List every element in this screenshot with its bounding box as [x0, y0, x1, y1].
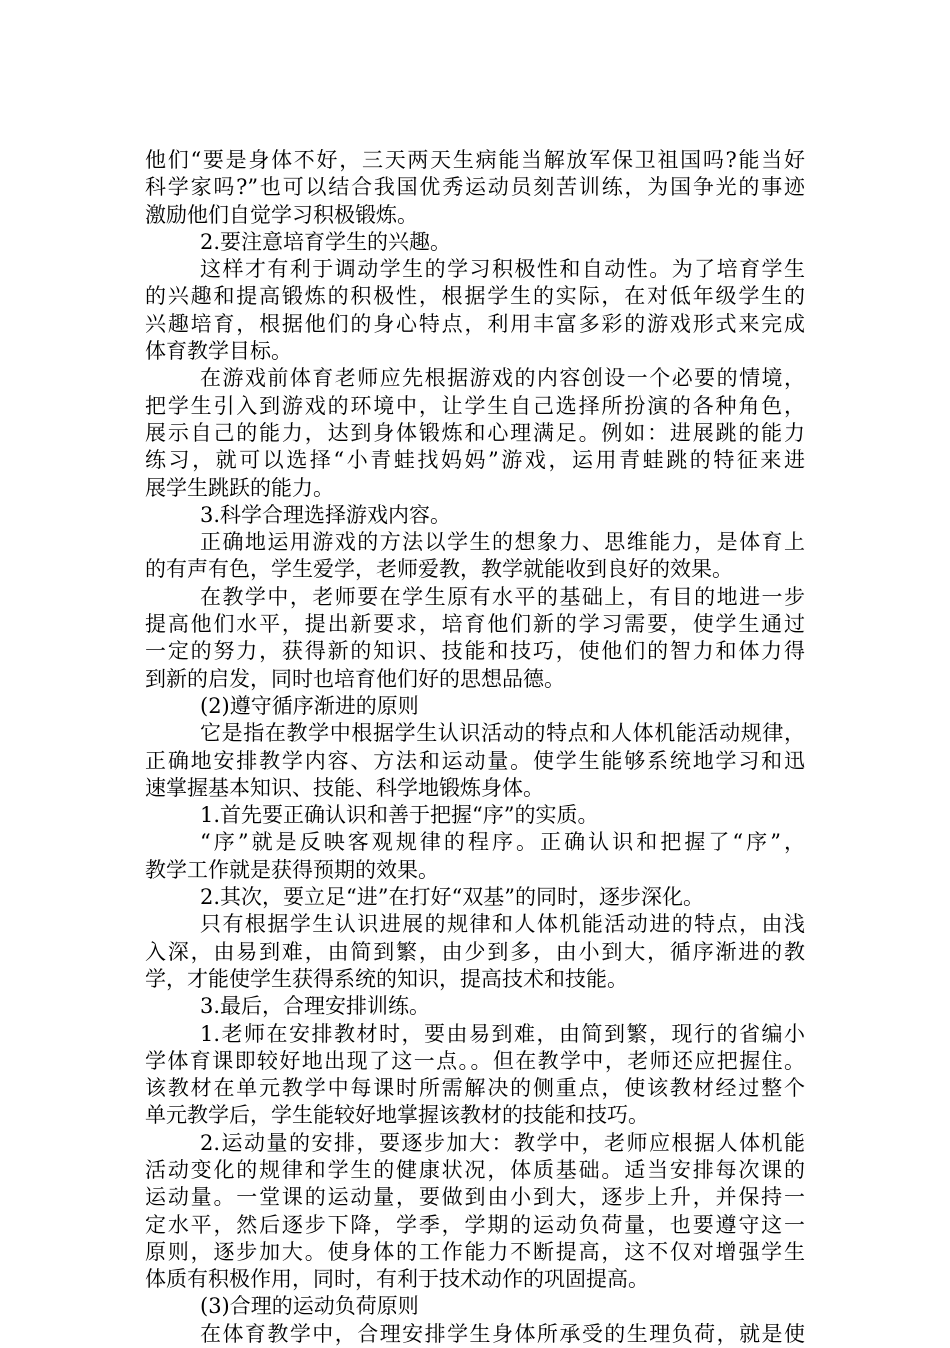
text-line: 的有声有色，学生爱学，老师爱教，教学就能收到良好的效果。: [145, 557, 733, 582]
text-line: 在体育教学中，合理安排学生身体所承受的生理负荷，就是使: [200, 1321, 805, 1346]
text-line: 正确地运用游戏的方法以学生的想象力、思维能力，是体育上: [200, 530, 805, 555]
text-line: 运动量。一堂课的运动量，要做到由小到大，逐步上升，并保持一: [145, 1185, 805, 1210]
text-line: 提高他们水平，提出新要求，培育他们新的学习需要，使学生通过: [145, 612, 805, 637]
text-line: 原则，逐步加大。使身体的工作能力不断提高，这不仅对增强学生: [145, 1239, 805, 1264]
text-line: 学，才能使学生获得系统的知识，提高技术和技能。: [145, 966, 628, 991]
text-line: 的兴趣和提高锻炼的积极性，根据学生的实际，在对低年级学生的: [145, 284, 805, 309]
text-line: 学体育课即较好地出现了这一点。。但在教学中，老师还应把握住。: [145, 1048, 805, 1073]
text-line: 在游戏前体育老师应先根据游戏的内容创设一个必要的情境，: [200, 366, 805, 391]
text-line: 练习，就可以选择“小青蛙找妈妈”游戏，运用青蛙跳的特征来进: [145, 448, 805, 473]
text-line: 3.科学合理选择游戏内容。: [200, 502, 452, 527]
text-line: 正确地安排教学内容、方法和运动量。使学生能够系统地学习和迅: [145, 748, 805, 773]
text-line: 展示自己的能力，达到身体锻炼和心理满足。例如：进展跳的能力: [145, 420, 805, 445]
text-line: (3)合理的运动负荷原则: [200, 1294, 419, 1319]
text-line: (2)遵守循序渐进的原则: [200, 693, 419, 718]
text-line: 教学工作就是获得预期的效果。: [145, 857, 439, 882]
text-line: 科学家吗?”也可以结合我国优秀运动员刻苦训练，为国争光的事迹: [145, 175, 805, 200]
text-line: 单元教学后，学生能较好地掌握该教材的技能和技巧。: [145, 1103, 649, 1128]
text-line: 这样才有利于调动学生的学习积极性和自动性。为了培育学生: [200, 257, 805, 282]
text-line: 2.其次，要立足“进”在打好“双基”的同时，逐步深化。: [200, 885, 704, 910]
text-line: 该教材在单元教学中每课时所需解决的侧重点，使该教材经过整个: [145, 1076, 805, 1101]
text-line: 把学生引入到游戏的环境中，让学生自己选择所扮演的各种角色，: [145, 393, 805, 418]
text-line: 3.最后，合理安排训练。: [200, 994, 431, 1019]
text-line: 激励他们自觉学习积极锻炼。: [145, 202, 418, 227]
text-line: 到新的启发，同时也培育他们好的思想品德。: [145, 666, 565, 691]
text-line: 兴趣培育，根据他们的身心特点，利用丰富多彩的游戏形式来完成: [145, 311, 805, 336]
text-line: 体育教学目标。: [145, 339, 292, 364]
text-line: 定水平，然后逐步下降，学季，学期的运动负荷量，也要遵守这一: [145, 1212, 805, 1237]
text-line: 只有根据学生认识进展的规律和人体机能活动进的特点，由浅: [200, 912, 805, 937]
text-line: 1.老师在安排教材时，要由易到难，由简到繁，现行的省编小: [200, 1021, 805, 1046]
text-line: 展学生跳跃的能力。: [145, 475, 334, 500]
text-line: 1.首先要正确认识和善于把握“序”的实质。: [200, 803, 599, 828]
text-line: 活动变化的规律和学生的健康状况，体质基础。适当安排每次课的: [145, 1157, 805, 1182]
text-line: 体质有积极作用，同时，有利于技术动作的巩固提高。: [145, 1267, 649, 1292]
text-line: “序”就是反映客观规律的程序。正确认识和把握了“序”，: [200, 830, 805, 855]
text-line: 入深，由易到难，由简到繁，由少到多，由小到大，循序渐进的教: [145, 939, 805, 964]
document-page: [145, 147, 805, 1348]
text-line: 2.要注意培育学生的兴趣。: [200, 229, 452, 254]
text-line: 他们“要是身体不好，三天两天生病能当解放军保卫祖国吗?能当好: [145, 148, 805, 172]
text-line: 它是指在教学中根据学生认识活动的特点和人体机能活动规律，: [200, 721, 805, 746]
text-line: 在教学中，老师要在学生原有水平的基础上，有目的地进一步: [200, 584, 805, 609]
text-line: 2.运动量的安排，要逐步加大：教学中，老师应根据人体机能: [200, 1130, 805, 1155]
text-line: 一定的努力，获得新的知识、技能和技巧，使他们的智力和体力得: [145, 639, 805, 664]
text-line: 速掌握基本知识、技能、科学地锻炼身体。: [145, 775, 544, 800]
